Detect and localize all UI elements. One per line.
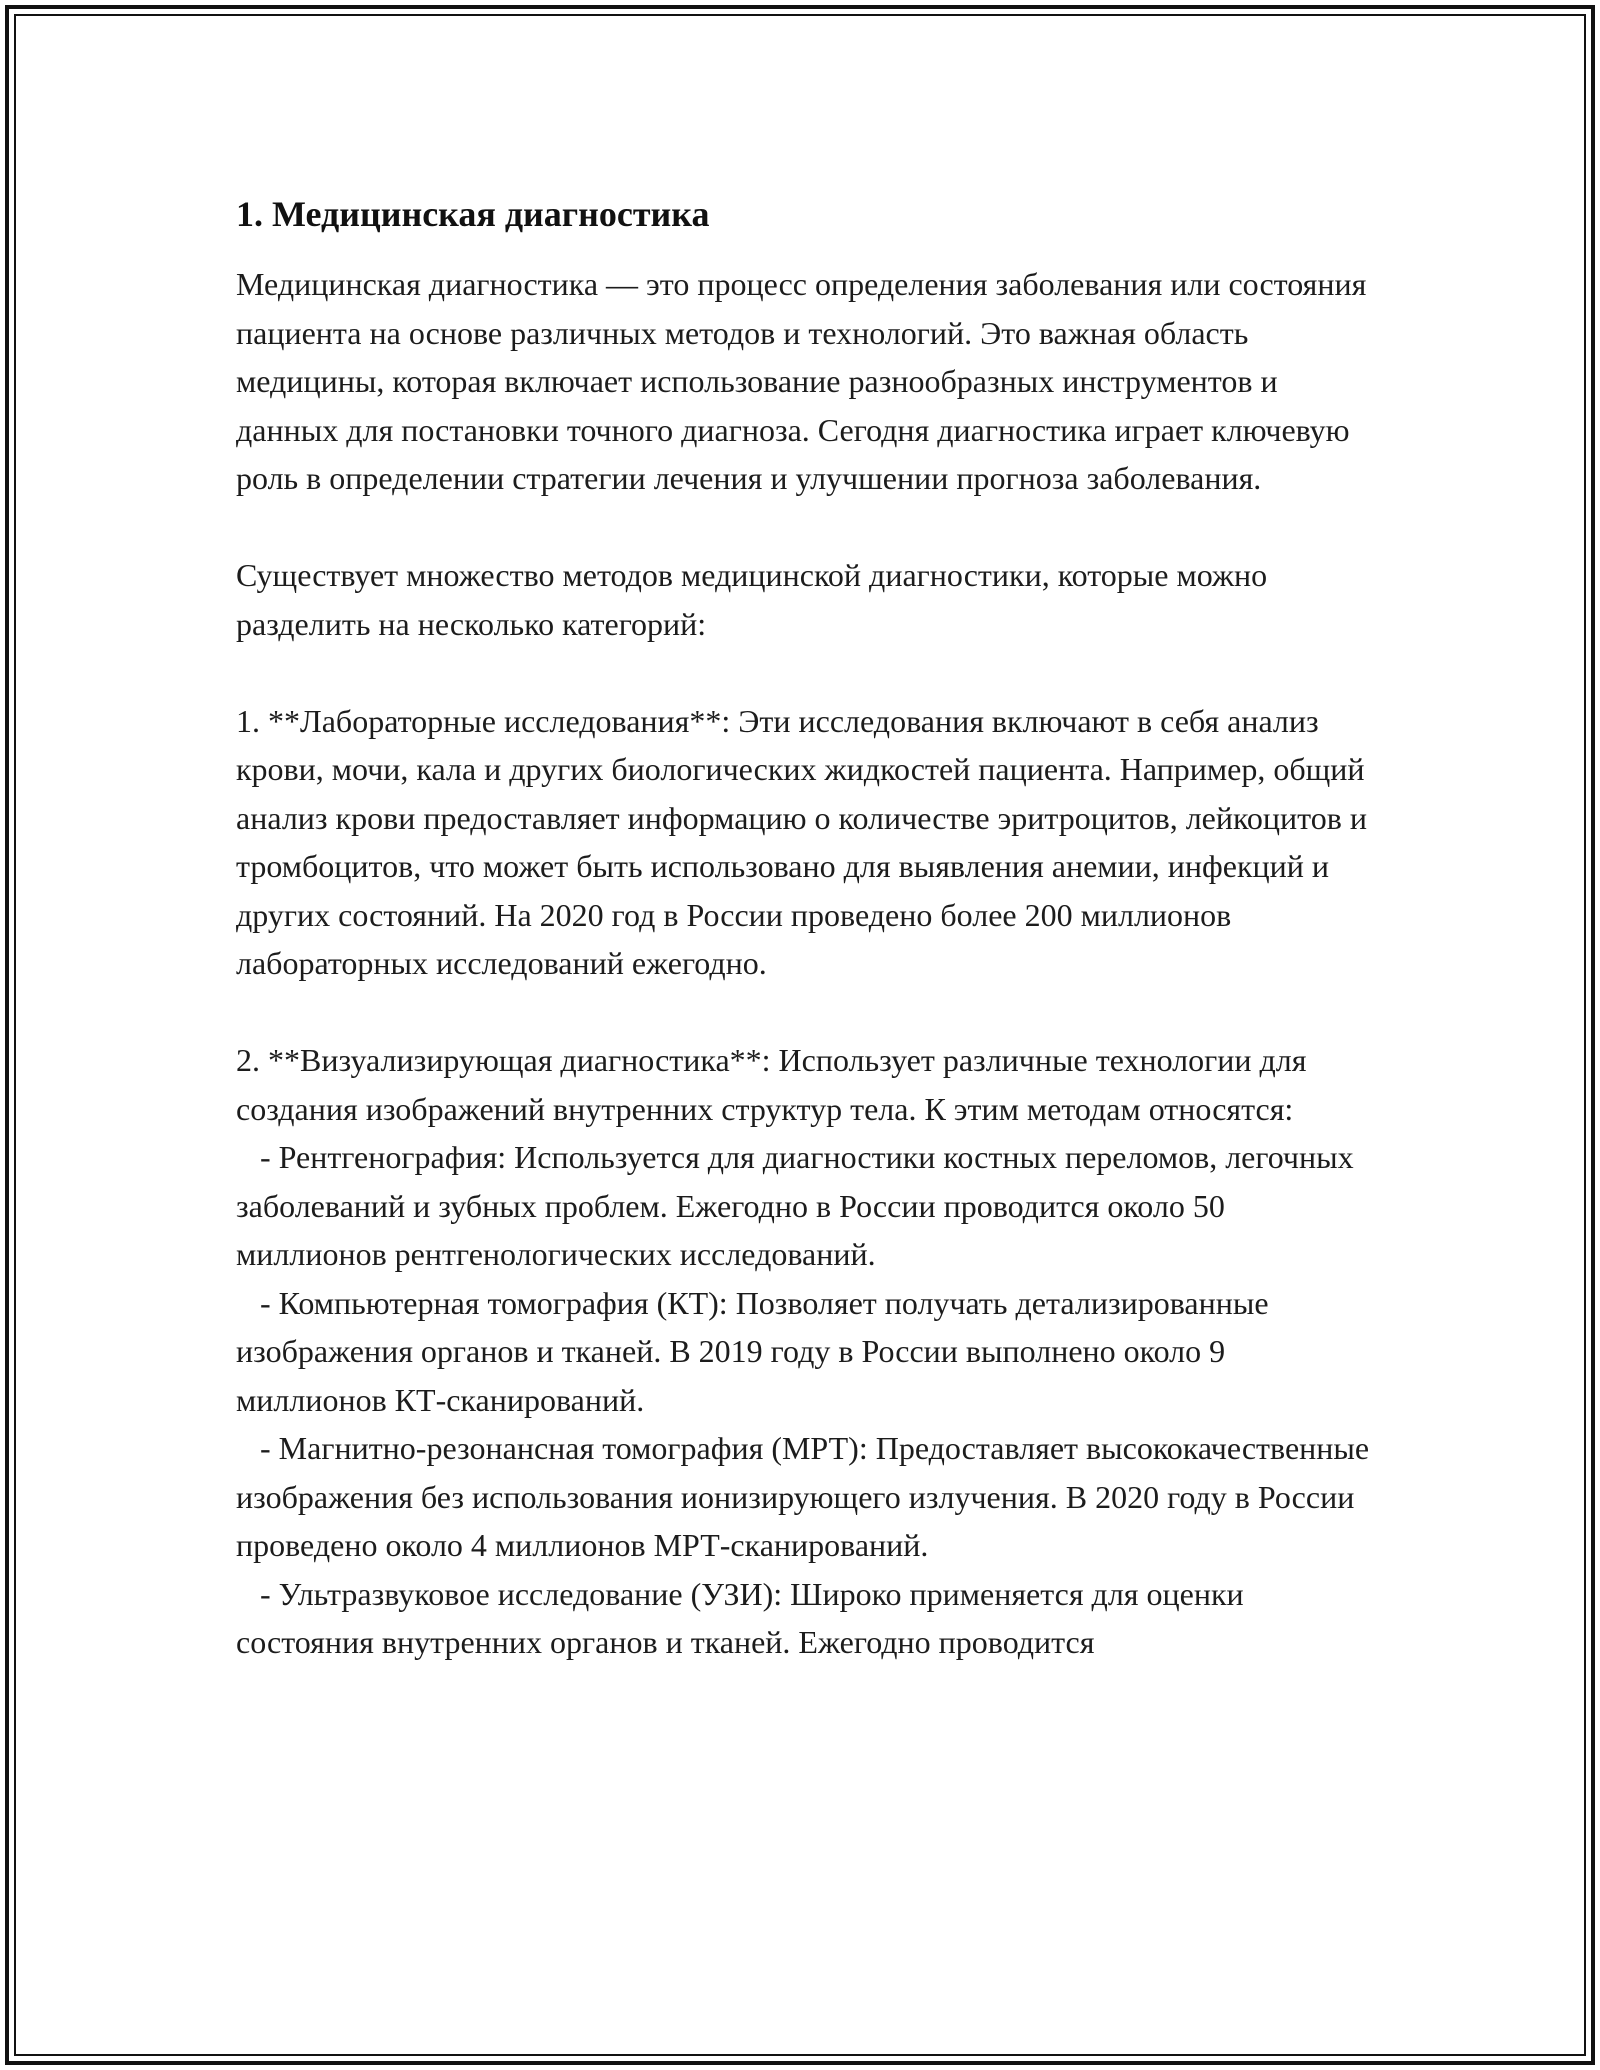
section-heading: 1. Медицинская диагностика [236,194,710,234]
lab-tests-paragraph: 1. **Лабораторные исследования**: Эти исследования включают в себя анализ крови, мочи, кала и других биологических жидкостей пациента. Например, общий анализ крови предоставляет информацию о количестве эритроцитов, лейкоцитов и тромбоцитов, что может быть использовано для выявления анемии, инфекций и других состояний. На 2020 год в России проведено более 200 миллионов лабораторных исследований ежегодно. [236,702,1375,981]
paragraph-gap [236,503,1376,552]
intro-paragraph: Медицинская диагностика — это процесс определения заболевания или состояния пациента на основе различных методов и технологий. Это важная область медицины, которая включает использование разнообразных инструментов и данных для постановки точного диагноза. Сегодня диагностика играет ключевую роль в определении стратегии лечения и улучшении прогноза заболевания. [236,266,1375,496]
imaging-paragraph: 2. **Визуализирующая диагностика**: Использует различные технологии для создания изображений внутренних структур тела. К этим методам относятся: - Рентгенография: Используется для диагностики костных переломов, легочных заболеваний и зубных проблем. Ежегодно в России проводится около 50 миллионов рентгенологических исследований. - Компьютерная томография (КТ): Позволяет получать детализированные изображения органов и тканей. В 2019 году в России выполнено около 9 миллионов КТ-сканирований. - Магнитно-резонансная томография (МРТ): Предоставляет высококачественные изображения без использования ионизирующего излучения. В 2020 году в России проведено около 4 миллионов МРТ-сканирований. - Ультразвуковое исследование (УЗИ): Широко применяется для оценки состояния внутренних органов и тканей. Ежегодно проводится [236,1042,1370,1660]
categories-intro-paragraph: Существует множество методов медицинской диагностики, которые можно разделить на несколько категорий: [236,557,1276,642]
document-body [236,186,1376,1667]
paragraph-gap [236,648,1376,697]
paragraph-gap [236,988,1376,1037]
